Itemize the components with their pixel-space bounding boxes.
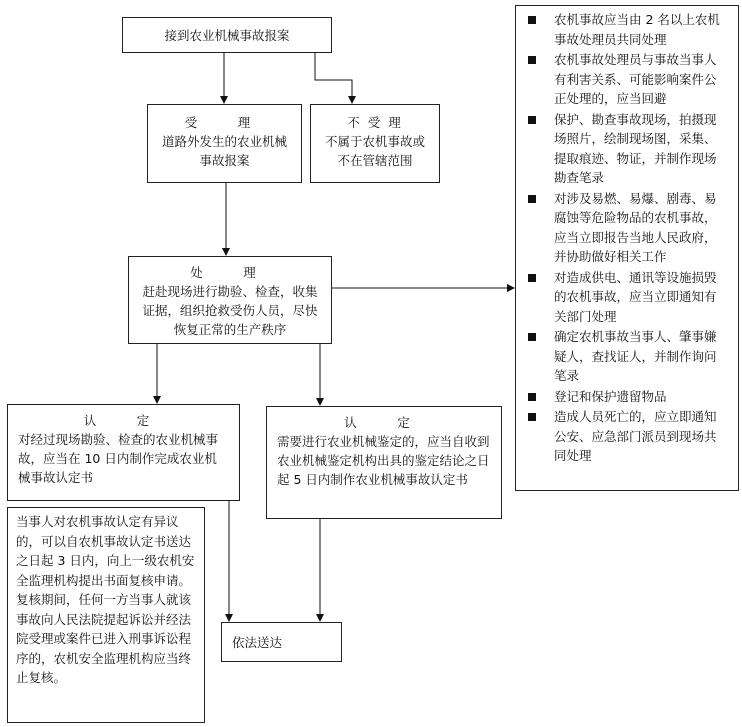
note-text: 确定农机事故当事人、肇事嫌疑人，查找证人，并制作询问笔录 bbox=[554, 329, 717, 383]
node-deliver-text: 依法送达 bbox=[232, 635, 283, 650]
note-item bbox=[516, 189, 728, 267]
note-text: 对造成供电、通讯等设施损毁的农机事故，应当立即通知有关部门处理 bbox=[554, 269, 717, 324]
notes-panel bbox=[515, 5, 739, 491]
node-start bbox=[122, 17, 332, 53]
square-bullet-icon bbox=[528, 333, 536, 341]
note-text: 登记和保护遗留物品 bbox=[554, 388, 667, 404]
node-handle-title: 处 理 bbox=[190, 265, 270, 280]
note-text: 保护、勘查事故现场，拍摄现场照片，绘制现场图，采集、提取痕迹、物证，并制作现场勘查笔录 bbox=[554, 111, 717, 185]
square-bullet-icon bbox=[528, 56, 536, 64]
node-handle-text: 赶赴现场进行勘验、检查，收集证据，组织抢救受伤人员，尽快恢复正常的生产秩序 bbox=[142, 284, 318, 337]
node-start-text: 接到农业机械事故报案 bbox=[164, 28, 290, 43]
arrow-start-to-reject bbox=[315, 53, 352, 103]
node-deliver bbox=[221, 622, 342, 662]
square-bullet-icon bbox=[528, 116, 536, 124]
square-bullet-icon bbox=[528, 16, 536, 24]
square-bullet-icon bbox=[528, 274, 536, 282]
note-text: 农机事故应当由 2 名以上农机事故处理员共同处理 bbox=[554, 12, 720, 47]
note-item bbox=[516, 10, 728, 49]
square-bullet-icon bbox=[528, 195, 536, 203]
node-handle bbox=[128, 256, 332, 344]
node-accept-title: 受 理 bbox=[184, 115, 265, 130]
node-confirm-b bbox=[266, 406, 502, 519]
node-confirm-a bbox=[7, 404, 240, 501]
square-bullet-icon bbox=[528, 393, 536, 401]
note-item bbox=[516, 387, 728, 407]
note-item bbox=[516, 327, 728, 386]
note-item bbox=[516, 50, 728, 109]
note-text: 造成人员死亡的，应立即通知公安、应急部门派员到现场共同处理 bbox=[554, 409, 717, 463]
note-text: 对涉及易燃、易爆、剧毒、易腐蚀等危险物品的农机事故，应当立即报告当地人民政府，并协助做好相关工作 bbox=[554, 190, 717, 264]
node-confirm-a-title: 认 定 bbox=[83, 413, 164, 428]
node-reject bbox=[310, 104, 440, 183]
node-review-text: 当事人对农机事故认定有异议的，可以自农机事故认定书送达之日起 3 日内，向上一级农机安全监理机构提出书面复核申请。复核期间，任何一方当事人就该事故向人民法院提起诉讼并经法院受理或案件已进入刑事诉讼程序的，农机安全监理机构应当终止复核。 bbox=[16, 514, 195, 685]
note-item bbox=[516, 407, 728, 466]
note-item bbox=[516, 110, 728, 188]
node-accept-text: 道路外发生的农业机械事故报案 bbox=[161, 134, 287, 168]
node-confirm-b-title: 认 定 bbox=[344, 415, 424, 430]
node-confirm-b-text: 需要进行农业机械鉴定的，应当自收到农业机械鉴定机构出具的鉴定结论之日起 5 日内制作农业机械事故认定书 bbox=[277, 434, 490, 487]
note-text: 农机事故处理员与事故当事人有利害关系、可能影响案件公正处理的，应当回避 bbox=[554, 52, 717, 106]
square-bullet-icon bbox=[528, 413, 536, 421]
node-reject-title: 不 受 理 bbox=[347, 115, 403, 130]
note-item bbox=[516, 268, 728, 327]
node-reject-text: 不属于农机事故或不在管辖范围 bbox=[324, 134, 425, 168]
node-confirm-a-text: 对经过现场勘验、检查的农业机械事故，应当在 10 日内制作完成农业机械事故认定书 bbox=[18, 432, 219, 485]
notes-list bbox=[516, 10, 728, 466]
node-accept bbox=[147, 104, 302, 183]
node-review bbox=[7, 507, 205, 723]
